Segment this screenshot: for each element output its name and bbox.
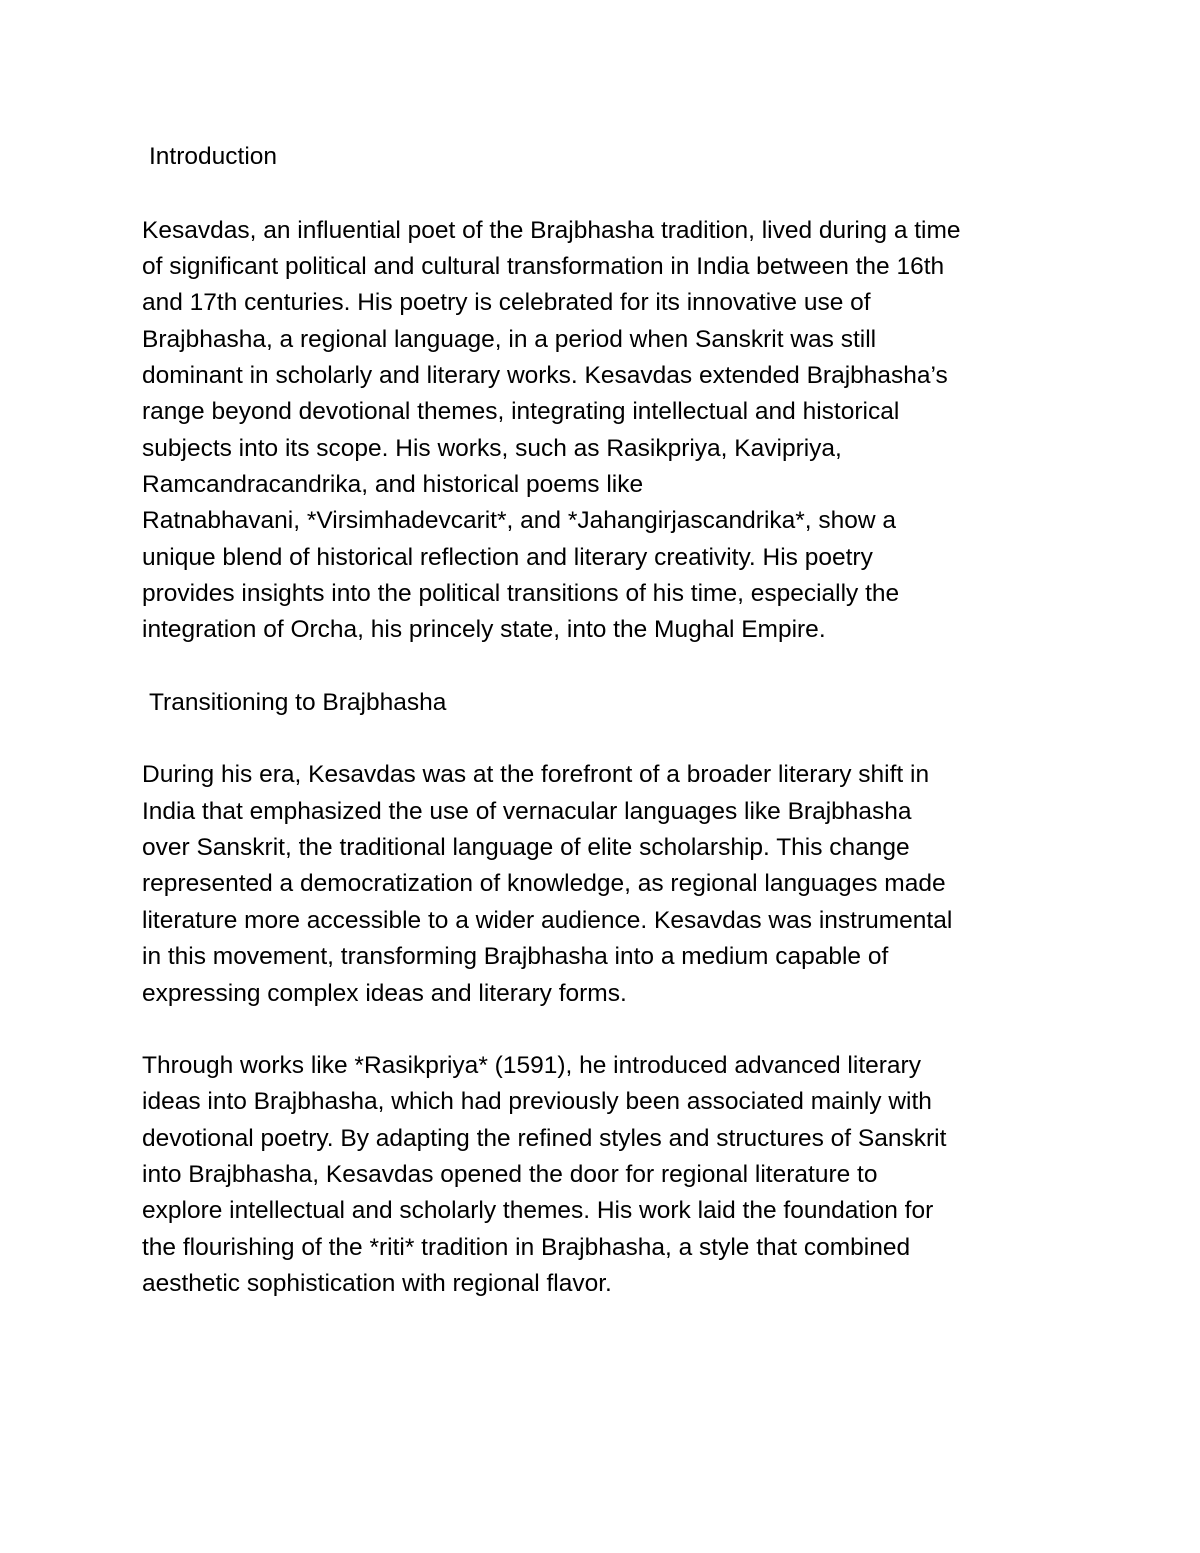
heading-transitioning: Transitioning to Brajbhasha [149, 689, 447, 716]
paragraph-line: of significant political and cultural transformation in India between the 16th [142, 253, 945, 280]
paragraph-line: unique blend of historical reflection and literary creativity. His poetry [142, 544, 873, 571]
paragraph-line: India that emphasized the use of vernacular languages like Brajbhasha [142, 798, 912, 825]
paragraph-line: expressing complex ideas and literary forms. [142, 980, 627, 1007]
paragraph-line: Ramcandracandrika, and historical poems like [142, 471, 644, 498]
paragraph-line: Ratnabhavani, *Virsimhadevcarit*, and *Jahangirjascandrika*, show a [142, 507, 897, 534]
heading-introduction: Introduction [149, 143, 278, 170]
paragraph-line: in this movement, transforming Brajbhasha into a medium capable of [142, 943, 889, 970]
paragraph-line: aesthetic sophistication with regional flavor. [142, 1270, 612, 1297]
paragraph-line: integration of Orcha, his princely state, into the Mughal Empire. [142, 616, 826, 643]
paragraph-line: literature more accessible to a wider audience. Kesavdas was instrumental [142, 907, 953, 934]
paragraph-line: Kesavdas, an influential poet of the Brajbhasha tradition, lived during a time [142, 217, 961, 244]
paragraph-line: devotional poetry. By adapting the refined styles and structures of Sanskrit [142, 1125, 947, 1152]
paragraph-line: During his era, Kesavdas was at the forefront of a broader literary shift in [142, 761, 930, 788]
paragraph-line: over Sanskrit, the traditional language of elite scholarship. This change [142, 834, 910, 861]
paragraph-line: into Brajbhasha, Kesavdas opened the door for regional literature to [142, 1161, 878, 1188]
paragraph-line: the flourishing of the *riti* tradition in Brajbhasha, a style that combined [142, 1234, 911, 1261]
paragraph-line: Through works like *Rasikpriya* (1591), he introduced advanced literary [142, 1052, 921, 1079]
paragraph-line: subjects into its scope. His works, such as Rasikpriya, Kavipriya, [142, 435, 842, 462]
paragraph-line: provides insights into the political transitions of his time, especially the [142, 580, 900, 607]
paragraph-line: ideas into Brajbhasha, which had previously been associated mainly with [142, 1088, 932, 1115]
paragraph-line: range beyond devotional themes, integrating intellectual and historical [142, 398, 900, 425]
paragraph-line: dominant in scholarly and literary works. Kesavdas extended Brajbhasha’s [142, 362, 948, 389]
paragraph-line: Brajbhasha, a regional language, in a period when Sanskrit was still [142, 326, 877, 353]
paragraph-line: represented a democratization of knowledge, as regional languages made [142, 870, 946, 897]
paragraph-line: explore intellectual and scholarly themes. His work laid the foundation for [142, 1197, 934, 1224]
paragraph-line: and 17th centuries. His poetry is celebrated for its innovative use of [142, 289, 871, 316]
